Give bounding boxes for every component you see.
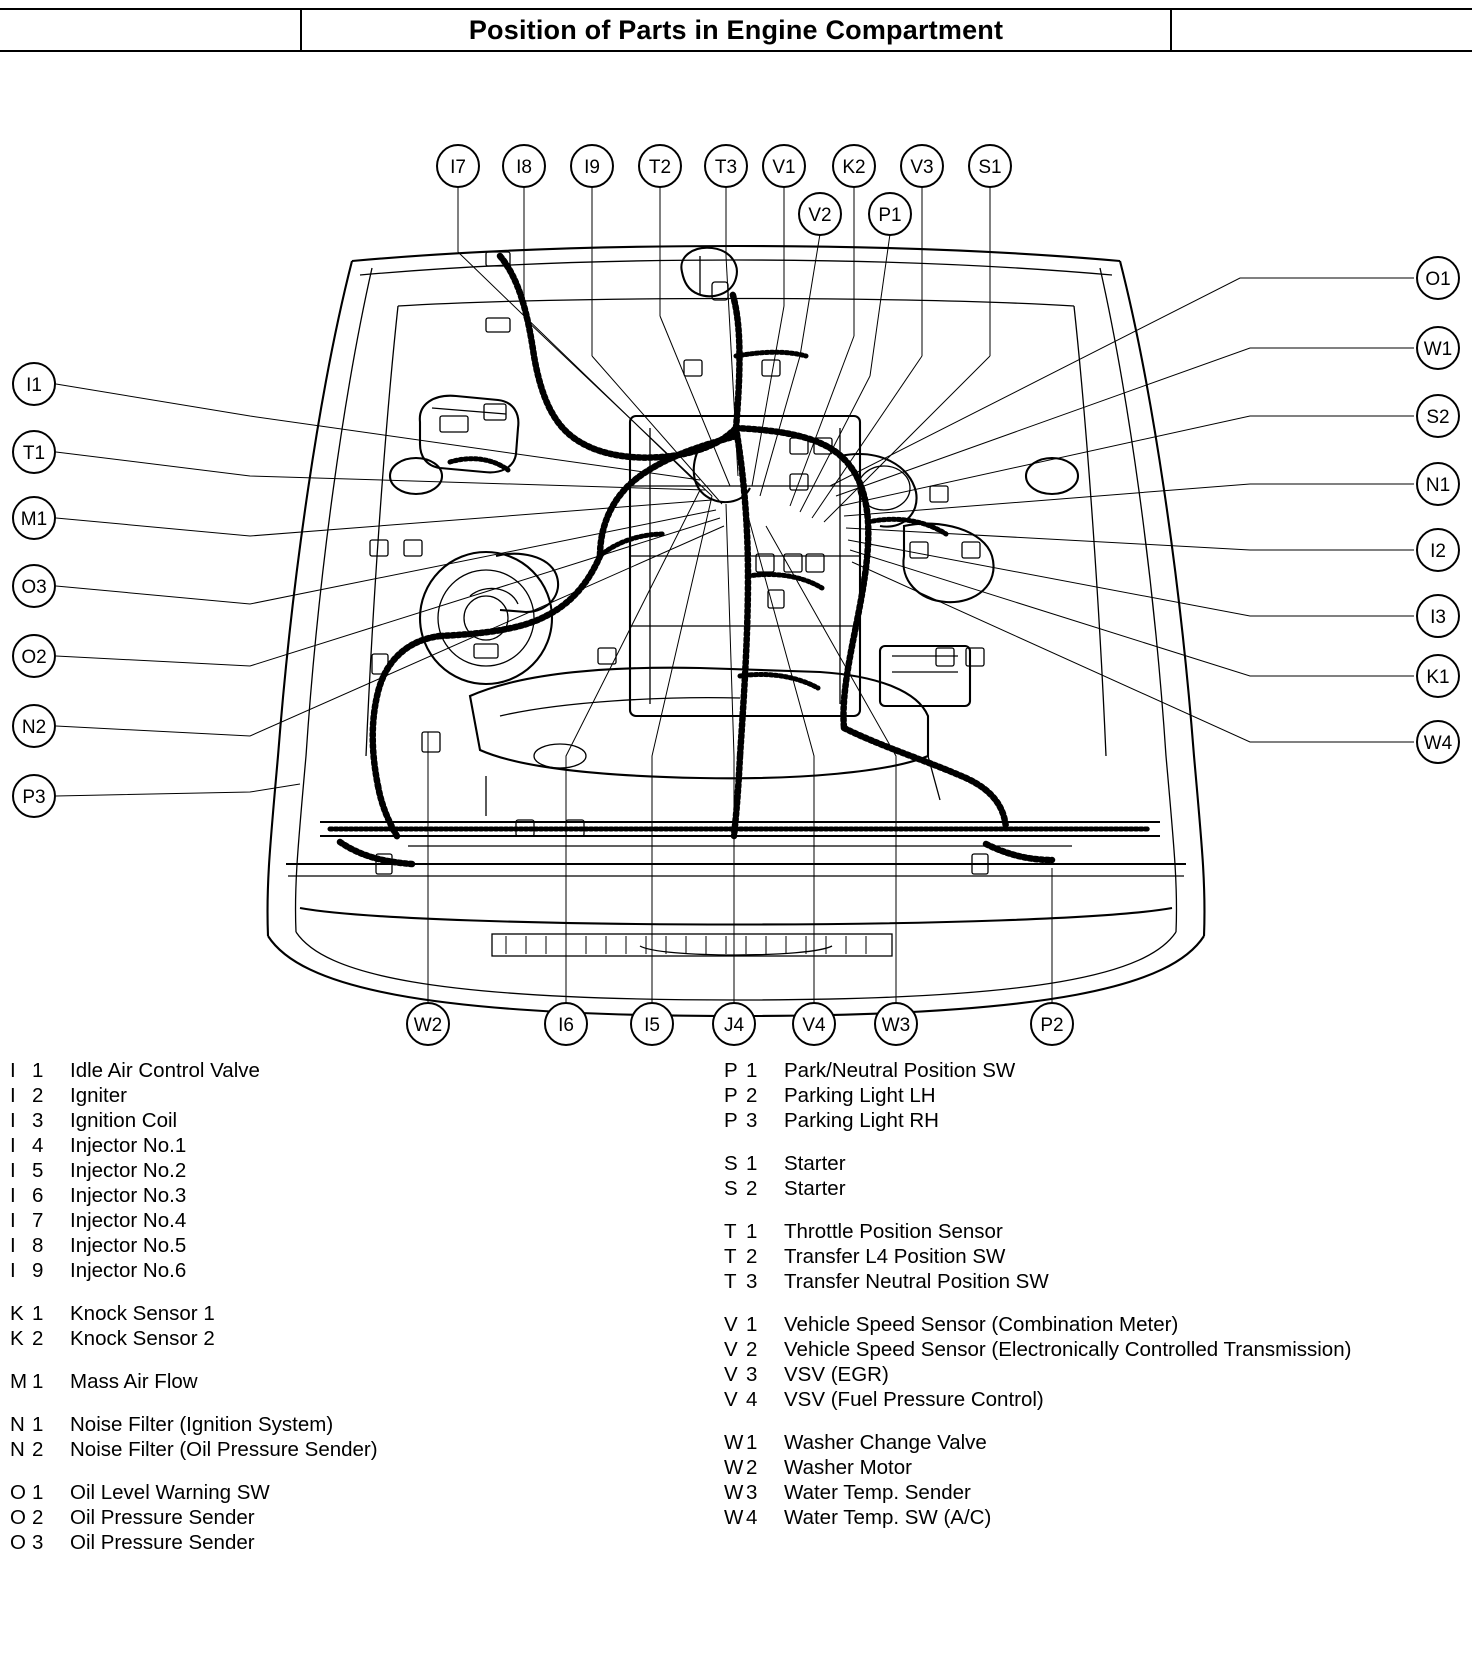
legend-label: Noise Filter (Oil Pressure Sender) [70,1438,378,1461]
svg-text:S2: S2 [1426,407,1450,428]
legend-item [724,1244,1464,1269]
legend-label: Throttle Position Sensor [784,1220,1003,1243]
legend-number: 3 [746,1109,758,1132]
svg-text:I1: I1 [26,375,42,396]
svg-text:V4: V4 [802,1015,826,1036]
svg-text:P1: P1 [878,205,902,226]
connectors [370,252,988,874]
svg-text:W1: W1 [1423,339,1453,360]
callout-v2 [799,193,841,235]
legend-item [724,1083,1464,1108]
legend-number: 9 [32,1259,44,1282]
legend-number: 2 [32,1438,44,1461]
legend-letter: I [10,1159,16,1182]
legend-group-v [724,1312,1464,1412]
legend-letter: P [724,1059,738,1082]
legend-item [10,1133,710,1158]
legend-letter: O [10,1481,26,1504]
callout-i3 [1417,595,1459,637]
svg-text:I8: I8 [516,157,532,178]
callout-o2 [13,635,55,677]
legend-item [724,1108,1464,1133]
legend-label: Injector No.6 [70,1259,187,1282]
callout-o1 [1417,257,1459,299]
legend-label: Park/Neutral Position SW [784,1059,1016,1082]
svg-text:O1: O1 [1425,269,1451,290]
legend-letter: P [724,1084,738,1107]
callout-k2 [833,145,875,187]
legend-label: Vehicle Speed Sensor (Combination Meter) [784,1313,1179,1336]
legend-letter: N [10,1413,25,1436]
legend-item [724,1387,1464,1412]
legend-letter: I [10,1084,16,1107]
legend-number: 4 [746,1506,758,1529]
legend-number: 1 [746,1313,758,1336]
svg-text:I7: I7 [450,157,466,178]
legend-label: Knock Sensor 1 [70,1302,215,1325]
legend-group-s [724,1151,1464,1201]
legend-label: Vehicle Speed Sensor (Electronically Controlled Transmission) [784,1338,1352,1361]
legend-number: 3 [32,1531,44,1554]
svg-text:S1: S1 [978,157,1002,178]
callout-w2 [407,1003,449,1045]
legend-label: Water Temp. Sender [784,1481,971,1504]
callout-m1 [13,497,55,539]
legend-number: 3 [746,1363,758,1386]
legend-item [10,1183,710,1208]
svg-text:I3: I3 [1430,607,1446,628]
callout-p3 [13,775,55,817]
legend-number: 8 [32,1234,44,1257]
legend-letter: O [10,1506,26,1529]
legend-number: 1 [746,1431,758,1454]
legend-item [724,1176,1464,1201]
legend-item [10,1530,710,1555]
svg-text:P2: P2 [1040,1015,1064,1036]
svg-text:J4: J4 [723,1015,745,1036]
legend-number: 1 [32,1302,44,1325]
legend-label: Oil Pressure Sender [70,1506,255,1529]
legend-letter: I [10,1259,16,1282]
legend-number: 3 [746,1481,758,1504]
legend-number: 2 [746,1456,758,1479]
legend-label: Starter [784,1177,846,1200]
diagram-svg [0,56,1472,1056]
svg-text:V2: V2 [808,205,832,226]
callout-t2 [639,145,681,187]
legend-item [10,1326,710,1351]
callout-n2 [13,705,55,747]
callout-i1 [13,363,55,405]
svg-text:I2: I2 [1430,541,1446,562]
callout-o3 [13,565,55,607]
legend-item [724,1430,1464,1455]
legend-number: 3 [746,1270,758,1293]
legend-number: 2 [746,1245,758,1268]
parts-legend [0,1058,1472,1654]
svg-text:W3: W3 [881,1015,911,1036]
legend-number: 4 [32,1134,44,1157]
legend-letter: I [10,1184,16,1207]
legend-label: Parking Light RH [784,1109,939,1132]
svg-text:V3: V3 [910,157,934,178]
legend-letter: W [724,1431,744,1454]
callout-v1 [763,145,805,187]
legend-number: 6 [32,1184,44,1207]
legend-group-m [10,1369,710,1394]
legend-item [10,1258,710,1283]
callout-p2 [1031,1003,1073,1045]
svg-text:N2: N2 [21,717,47,738]
legend-label: Parking Light LH [784,1084,936,1107]
legend-item [10,1158,710,1183]
svg-text:T3: T3 [714,157,738,178]
legend-label: Injector No.3 [70,1184,187,1207]
page-title-box [300,8,1172,52]
callout-i9 [571,145,613,187]
legend-item [724,1219,1464,1244]
legend-letter: O [10,1531,26,1554]
legend-label: Water Temp. SW (A/C) [784,1506,992,1529]
page-title: Position of Parts in Engine Compartment [468,14,1004,45]
legend-label: Oil Level Warning SW [70,1481,270,1504]
legend-letter: I [10,1109,16,1132]
legend-label: Oil Pressure Sender [70,1531,255,1554]
legend-letter: W [724,1506,744,1529]
legend-letter: I [10,1059,16,1082]
legend-number: 2 [32,1084,44,1107]
legend-group-p [724,1058,1464,1133]
wiring-harness [340,256,1052,864]
legend-number: 4 [746,1388,758,1411]
legend-item [10,1480,710,1505]
legend-item [724,1151,1464,1176]
callout-v3 [901,145,943,187]
legend-item [10,1233,710,1258]
legend-item [10,1058,710,1083]
svg-text:W2: W2 [413,1015,443,1036]
legend-letter: I [10,1209,16,1232]
legend-label: VSV (Fuel Pressure Control) [784,1388,1044,1411]
legend-letter: N [10,1438,25,1461]
legend-item [724,1455,1464,1480]
callout-j4 [713,1003,755,1045]
legend-letter: K [10,1302,24,1325]
legend-item [724,1058,1464,1083]
legend-item [10,1301,710,1326]
legend-item [10,1083,710,1108]
callout-i2 [1417,529,1459,571]
legend-item [10,1108,710,1133]
legend-label: Injector No.1 [70,1134,187,1157]
svg-text:P3: P3 [22,787,46,808]
svg-text:T1: T1 [22,443,46,464]
svg-text:N1: N1 [1425,475,1451,496]
svg-text:O2: O2 [21,647,47,668]
callout-i7 [437,145,479,187]
legend-group-t [724,1219,1464,1294]
legend-letter: I [10,1234,16,1257]
legend-letter: W [724,1456,744,1479]
svg-text:I6: I6 [558,1015,574,1036]
legend-column-right [724,1058,1464,1548]
legend-label: VSV (EGR) [784,1363,889,1386]
svg-text:M1: M1 [20,509,48,530]
svg-text:O3: O3 [21,577,47,598]
callout-s2 [1417,395,1459,437]
legend-item [724,1505,1464,1530]
svg-text:W4: W4 [1423,733,1453,754]
legend-number: 1 [32,1059,44,1082]
legend-item [10,1369,710,1394]
legend-letter: P [724,1109,738,1132]
legend-letter: V [724,1363,738,1386]
legend-letter: T [724,1270,737,1293]
legend-number: 1 [32,1481,44,1504]
callout-p1 [869,193,911,235]
callout-k1 [1417,655,1459,697]
legend-letter: V [724,1338,738,1361]
legend-item [724,1362,1464,1387]
legend-item [724,1269,1464,1294]
legend-letter: W [724,1481,744,1504]
legend-letter: S [724,1177,738,1200]
callout-t1 [13,431,55,473]
svg-text:K2: K2 [842,157,866,178]
legend-item [10,1437,710,1462]
callout-i6 [545,1003,587,1045]
engine-compartment-diagram [0,56,1472,1056]
legend-label: Idle Air Control Valve [70,1059,260,1082]
legend-letter: T [724,1245,737,1268]
page-title-bar [0,8,1472,52]
svg-text:T2: T2 [648,157,672,178]
svg-text:K1: K1 [1426,667,1450,688]
legend-number: 2 [746,1338,758,1361]
legend-letter: K [10,1327,24,1350]
legend-item [724,1480,1464,1505]
legend-group-w [724,1430,1464,1530]
legend-group-k [10,1301,710,1351]
legend-group-n [10,1412,710,1462]
callout-w4 [1417,721,1459,763]
legend-group-i [10,1058,710,1283]
callout-w3 [875,1003,917,1045]
legend-label: Transfer Neutral Position SW [784,1270,1049,1293]
callout-s1 [969,145,1011,187]
callout-v4 [793,1003,835,1045]
legend-item [724,1312,1464,1337]
legend-label: Mass Air Flow [70,1370,198,1393]
legend-number: 2 [746,1084,758,1107]
legend-number: 1 [32,1413,44,1436]
legend-number: 3 [32,1109,44,1132]
legend-label: Washer Motor [784,1456,912,1479]
legend-label: Injector No.4 [70,1209,187,1232]
legend-item [10,1208,710,1233]
legend-letter: V [724,1388,738,1411]
svg-text:I5: I5 [644,1015,660,1036]
callout-w1 [1417,327,1459,369]
svg-text:I9: I9 [584,157,600,178]
legend-label: Ignition Coil [70,1109,178,1132]
legend-number: 2 [32,1327,44,1350]
legend-number: 2 [746,1177,758,1200]
legend-item [10,1505,710,1530]
callout-n1 [1417,463,1459,505]
legend-column-left [10,1058,710,1573]
callout-i5 [631,1003,673,1045]
legend-group-o [10,1480,710,1555]
legend-letter: S [724,1152,738,1175]
callout-i8 [503,145,545,187]
legend-label: Injector No.5 [70,1234,187,1257]
svg-text:V1: V1 [772,157,796,178]
legend-label: Knock Sensor 2 [70,1327,215,1350]
legend-number: 1 [746,1220,758,1243]
callout-t3 [705,145,747,187]
legend-number: 7 [32,1209,44,1232]
legend-label: Washer Change Valve [784,1431,987,1454]
legend-number: 1 [32,1370,44,1393]
legend-letter: I [10,1134,16,1157]
legend-label: Igniter [70,1084,127,1107]
legend-letter: V [724,1313,738,1336]
legend-label: Transfer L4 Position SW [784,1245,1006,1268]
legend-letter: M [10,1370,28,1393]
legend-number: 1 [746,1152,758,1175]
legend-number: 2 [32,1506,44,1529]
legend-item [724,1337,1464,1362]
legend-label: Starter [784,1152,846,1175]
vehicle-body-outline [267,246,1204,1016]
legend-label: Noise Filter (Ignition System) [70,1413,334,1436]
legend-number: 5 [32,1159,44,1182]
legend-label: Injector No.2 [70,1159,187,1182]
legend-item [10,1412,710,1437]
legend-number: 1 [746,1059,758,1082]
legend-letter: T [724,1220,737,1243]
